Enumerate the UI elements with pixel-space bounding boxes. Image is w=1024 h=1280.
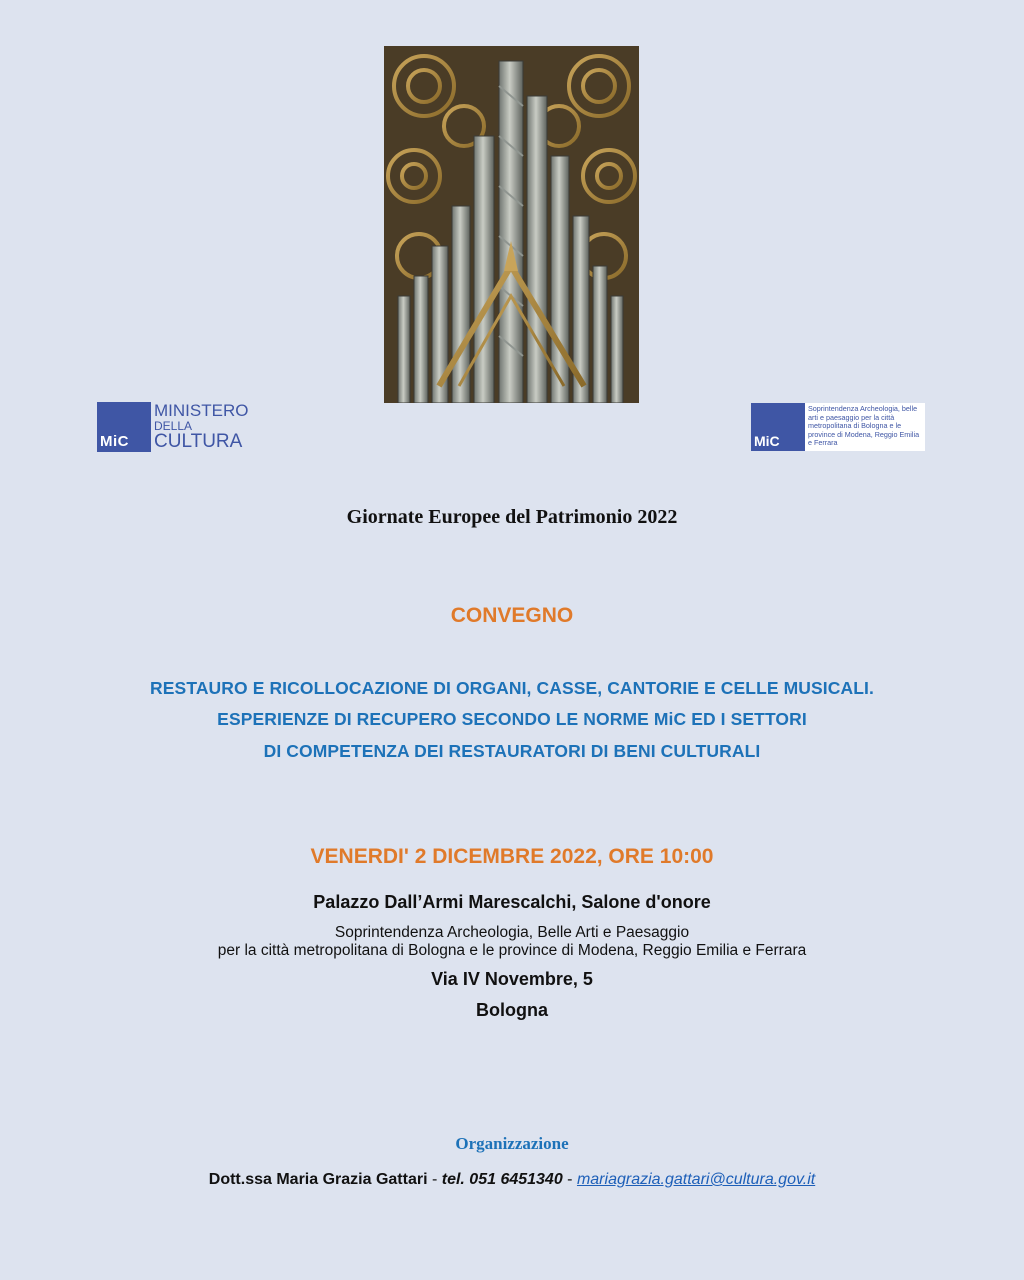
logo-line-della: DELLA — [154, 419, 193, 433]
soprintendenza-logo — [751, 403, 925, 451]
conference-title-line: RESTAURO E RICOLLOCAZIONE DI ORGANI, CASSE, CANTORIE E CELLE MUSICALI. — [150, 678, 874, 698]
contact-line — [0, 1171, 1024, 1189]
contact-separator: - — [562, 1171, 577, 1188]
event-type-heading: CONVEGNO — [450, 604, 574, 627]
venue-name: Palazzo Dall’Armi Marescalchi, Salone d'onore — [313, 892, 711, 912]
contact-email-link[interactable]: mariagrazia.gattari@cultura.gov.it — [576, 1171, 816, 1188]
logo-line-ministero: MINISTERO — [154, 401, 249, 420]
mic-emblem-icon — [751, 403, 805, 451]
conference-title-line: ESPERIENZE DI RECUPERO SECONDO LE NORME MiC ED I SETTORI — [217, 709, 807, 729]
organization-label: Organizzazione — [455, 1134, 569, 1153]
contact-name: Dott.ssa Maria Grazia Gattari — [208, 1171, 428, 1188]
contact-separator: - — [427, 1171, 442, 1188]
ministero-cultura-logo — [97, 402, 267, 454]
mic-mark: MiC — [754, 433, 780, 449]
institution-line: Soprintendenza Archeologia, Belle Arti e Paesaggio — [334, 924, 690, 941]
organ-pipes-image — [384, 46, 639, 403]
event-datetime: VENERDI' 2 DICEMBRE 2022, ORE 10:00 — [310, 845, 714, 868]
event-series-title: Giornate Europee del Patrimonio 2022 — [346, 506, 678, 528]
address-city: Bologna — [476, 1000, 548, 1020]
logo-line-cultura: CULTURA — [154, 431, 243, 452]
mic-mark: MiC — [100, 433, 129, 450]
contact-phone: tel. 051 6451340 — [441, 1171, 563, 1188]
mic-emblem-icon — [97, 402, 151, 452]
conference-title-line: DI COMPETENZA DEI RESTAURATORI DI BENI CULTURALI — [263, 741, 761, 761]
soprintendenza-logo-text: Soprintendenza Archeologia, belle arti e paesaggio per la città metropolitana di Bologna e le province di Modena, Reggio Emilia e Ferrara — [808, 404, 920, 448]
address-street: Via IV Novembre, 5 — [431, 969, 593, 989]
institution-line: per la città metropolitana di Bologna e le province di Modena, Reggio Emilia e Ferrara — [217, 942, 807, 959]
